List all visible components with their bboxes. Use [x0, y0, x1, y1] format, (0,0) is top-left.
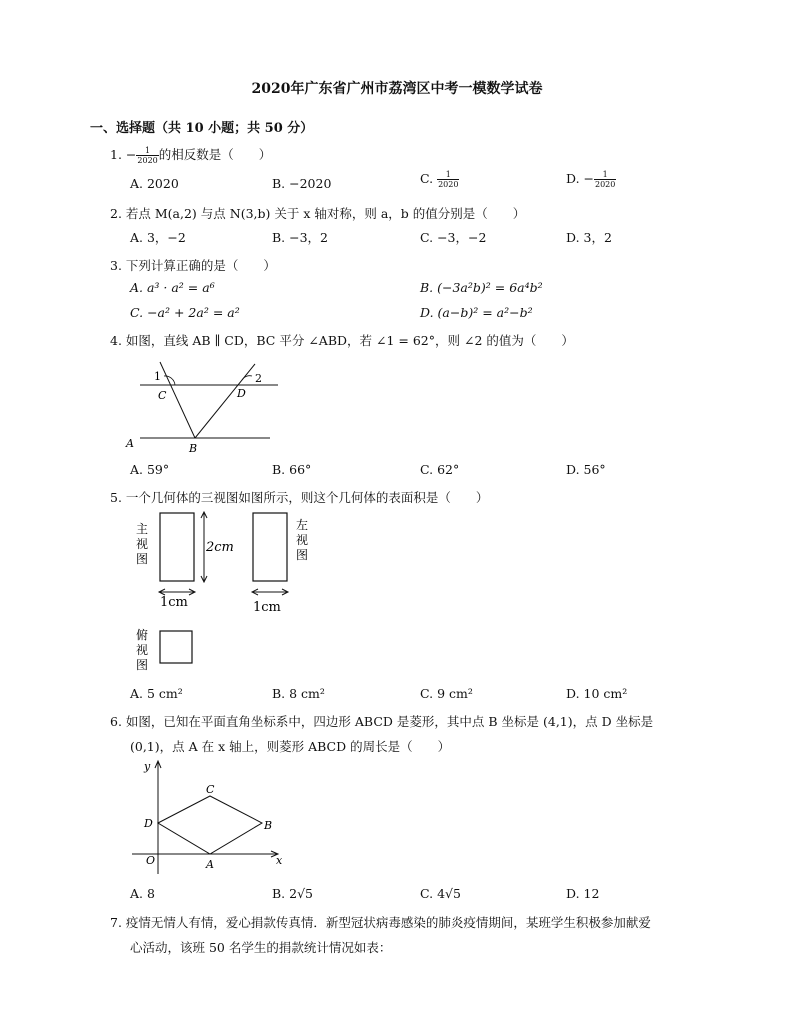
label-c: C	[158, 389, 167, 402]
q4-option-d: D. 56°	[566, 462, 606, 477]
top-view-label-2: 视	[136, 643, 149, 657]
main-view-label-3: 图	[136, 552, 149, 566]
question-2: 2. 若点 M(a,2) 与点 N(3,b) 关于 x 轴对称，则 a，b 的值分别是（ ）	[110, 206, 526, 221]
q3-option-d: D. (a−b)² = a²−b²	[420, 305, 533, 320]
question-7-line-2: 心活动，该班 50 名学生的捐款统计情况如表：	[130, 940, 392, 955]
left-view-label-2: 视	[296, 533, 309, 547]
question-7-line-1: 7. 疫情无情人有情，爱心捐款传真情．新型冠状病毒感染的肺炎疫情期间，某班学生积极参加献爱	[110, 915, 651, 930]
question-1-fraction: $\frac{1}{2020}$	[137, 146, 158, 165]
rhombus-abcd	[158, 796, 262, 854]
q5-figure	[130, 505, 330, 680]
q6-option-b: B. 2√5	[272, 886, 314, 901]
q1-option-a: A. 2020	[130, 176, 179, 191]
q5-option-d: D. 10 cm²	[566, 686, 628, 701]
left-view-rect	[253, 513, 287, 581]
q2-option-b: B. −3，2	[272, 230, 329, 245]
q3-option-c: C. −a² + 2a² = a²	[130, 305, 240, 320]
label-d: D	[144, 817, 153, 830]
label-b: B	[264, 819, 273, 832]
label-o: O	[146, 854, 156, 867]
q1-option-c: C. $\frac{1}{2020}$	[420, 170, 459, 189]
q6-option-c: C. 4√5	[420, 886, 461, 901]
question-4: 4. 如图，直线 AB ∥ CD，BC 平分 ∠ABD，若 ∠1 = 62°，则 ∠2 的值为（ ）	[110, 333, 574, 348]
top-view-label-3: 图	[136, 658, 149, 672]
line-bd	[195, 364, 255, 438]
q3-option-a: A. a³ · a² = a⁶	[130, 280, 215, 295]
q5-option-b: B. 8 cm²	[272, 686, 325, 701]
label-d: D	[237, 387, 246, 400]
left-view-label-3: 图	[296, 548, 309, 562]
top-view-rect	[160, 631, 192, 663]
width-label-2: 1cm	[253, 600, 281, 615]
label-c: C	[206, 783, 215, 796]
question-1-number: 1.	[110, 147, 122, 162]
q4-option-a: A. 59°	[130, 462, 170, 477]
q1-option-b: B. −2020	[272, 176, 332, 191]
q6-option-d: D. 12	[566, 886, 600, 901]
q5-option-a: A. 5 cm²	[130, 686, 183, 701]
main-view-rect	[160, 513, 194, 581]
question-1-text: 的相反数是（ ）	[158, 147, 272, 162]
question-1	[110, 145, 271, 165]
q2-option-a: A. 3，−2	[130, 230, 186, 245]
question-6-line-1: 6. 如图，已知在平面直角坐标系中，四边形 ABCD 是菱形，其中点 B 坐标是 (4,1)，点 D 坐标是	[110, 714, 654, 729]
angle-2-arc	[242, 376, 252, 380]
section-heading: 一、选择题（共 10 小题；共 50 分）	[90, 121, 314, 136]
q4-option-b: B. 66°	[272, 462, 312, 477]
label-y: y	[144, 760, 151, 773]
label-2: 2	[255, 372, 262, 385]
question-5: 5. 一个几何体的三视图如图所示，则这个几何体的表面积是（ ）	[110, 490, 489, 505]
label-a: A	[206, 858, 214, 871]
q3-option-b: B. (−3a²b)² = 6a⁴b²	[420, 280, 543, 295]
height-label: 2cm	[206, 540, 234, 555]
q2-option-c: C. −3，−2	[420, 230, 487, 245]
label-b: B	[189, 442, 198, 455]
question-1-neg: −	[125, 147, 137, 162]
question-3: 3. 下列计算正确的是（ ）	[110, 258, 276, 273]
left-view-label-1: 左	[296, 518, 309, 532]
q5-option-c: C. 9 cm²	[420, 686, 473, 701]
question-6-line-2: (0,1)，点 A 在 x 轴上，则菱形 ABCD 的周长是（ ）	[130, 739, 451, 754]
page-title: 2020年广东省广州市荔湾区中考一模数学试卷	[251, 81, 543, 97]
label-x: x	[276, 854, 283, 867]
width-label-1: 1cm	[160, 595, 188, 610]
q4-option-c: C. 62°	[420, 462, 460, 477]
q2-option-d: D. 3，2	[566, 230, 612, 245]
label-1: 1	[154, 370, 161, 383]
q6-option-a: A. 8	[130, 886, 155, 901]
q4-figure	[120, 352, 290, 458]
q6-figure	[130, 756, 295, 880]
label-a: A	[126, 437, 134, 450]
q1-option-d: D. − $\frac{1}{2020}$	[566, 170, 616, 189]
main-view-label-1: 主	[136, 522, 149, 536]
main-view-label-2: 视	[136, 537, 149, 551]
top-view-label-1: 俯	[136, 628, 149, 642]
